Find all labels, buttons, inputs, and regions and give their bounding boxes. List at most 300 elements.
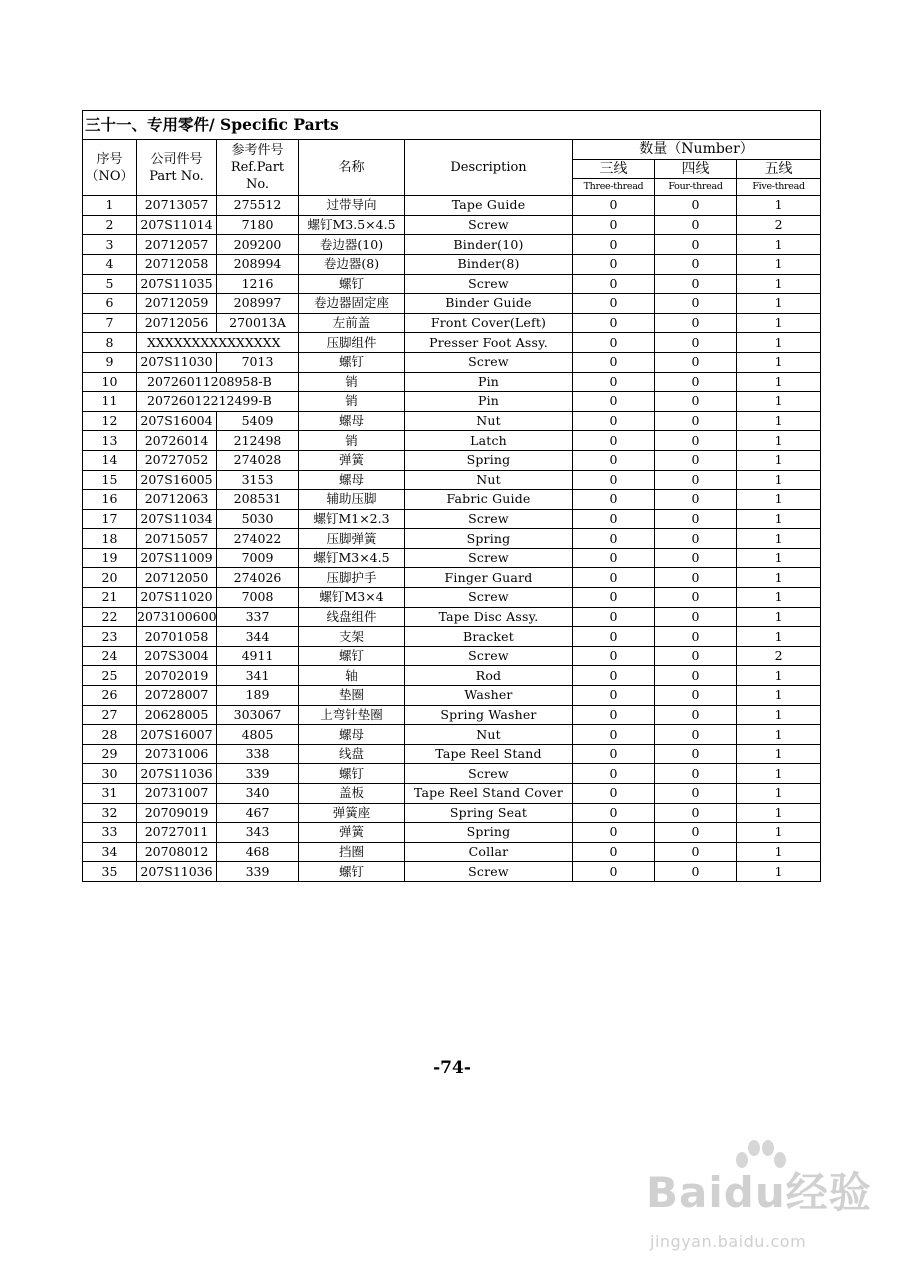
cell-no: 16 xyxy=(83,490,137,510)
cell-name: 螺钉M3×4 xyxy=(299,588,405,608)
cell-description: Binder(8) xyxy=(405,254,573,274)
cell-description: Latch xyxy=(405,431,573,451)
cell-ref-part: 344 xyxy=(217,627,299,647)
cell-no: 18 xyxy=(83,529,137,549)
cell-qty-four: 0 xyxy=(655,333,737,353)
cell-no: 1 xyxy=(83,196,137,216)
header-five-cn: 五线 xyxy=(737,159,821,179)
cell-description: Tape Disc Assy. xyxy=(405,607,573,627)
cell-description: Tape Guide xyxy=(405,196,573,216)
cell-no: 5 xyxy=(83,274,137,294)
cell-description: Finger Guard xyxy=(405,568,573,588)
cell-qty-three: 0 xyxy=(573,568,655,588)
cell-qty-five: 1 xyxy=(737,470,821,490)
cell-qty-five: 1 xyxy=(737,274,821,294)
cell-no: 35 xyxy=(83,862,137,882)
cell-qty-five: 1 xyxy=(737,196,821,216)
cell-ref-part: 274028 xyxy=(217,450,299,470)
table-row xyxy=(83,803,821,823)
cell-qty-five: 1 xyxy=(737,392,821,412)
cell-qty-four: 0 xyxy=(655,705,737,725)
cell-qty-four: 0 xyxy=(655,823,737,843)
cell-part-no: 207S11020 xyxy=(137,588,217,608)
cell-description: Binder(10) xyxy=(405,235,573,255)
cell-qty-four: 0 xyxy=(655,215,737,235)
cell-ref-part: 339 xyxy=(217,862,299,882)
cell-qty-three: 0 xyxy=(573,529,655,549)
watermark-logo: Baidu经验 xyxy=(646,1168,872,1217)
cell-qty-three: 0 xyxy=(573,450,655,470)
cell-name: 卷边器(8) xyxy=(299,254,405,274)
cell-qty-five: 1 xyxy=(737,784,821,804)
cell-name: 垫圈 xyxy=(299,686,405,706)
cell-no: 11 xyxy=(83,392,137,412)
cell-qty-five: 1 xyxy=(737,666,821,686)
cell-part-no: 20712050 xyxy=(137,568,217,588)
cell-name: 轴 xyxy=(299,666,405,686)
cell-part-no: 20702019 xyxy=(137,666,217,686)
cell-name: 螺钉 xyxy=(299,352,405,372)
table-row xyxy=(83,509,821,529)
cell-part-no: 20712056 xyxy=(137,313,217,333)
section-title: 三十一、专用零件/ Specific Parts xyxy=(83,111,821,140)
cell-ref-part: 337 xyxy=(217,607,299,627)
cell-no: 3 xyxy=(83,235,137,255)
cell-description: Presser Foot Assy. xyxy=(405,333,573,353)
cell-description: Pin xyxy=(405,392,573,412)
cell-part-no: 20726014 xyxy=(137,431,217,451)
cell-ref-part: 341 xyxy=(217,666,299,686)
cell-qty-three: 0 xyxy=(573,235,655,255)
cell-qty-five: 1 xyxy=(737,803,821,823)
header-part-cn: 公司件号 xyxy=(150,151,203,167)
cell-qty-four: 0 xyxy=(655,725,737,745)
cell-name: 螺钉 xyxy=(299,862,405,882)
table-row xyxy=(83,744,821,764)
cell-name: 销 xyxy=(299,372,405,392)
cell-no: 4 xyxy=(83,254,137,274)
cell-description: Bracket xyxy=(405,627,573,647)
cell-qty-four: 0 xyxy=(655,803,737,823)
table-row xyxy=(83,823,821,843)
cell-part-no: 207S11014 xyxy=(137,215,217,235)
header-three-cn: 三线 xyxy=(573,159,655,179)
cell-qty-five: 1 xyxy=(737,823,821,843)
cell-part-no: 20727052 xyxy=(137,450,217,470)
cell-description: Screw xyxy=(405,274,573,294)
cell-name: 压脚弹簧 xyxy=(299,529,405,549)
cell-ref-part: 7008 xyxy=(217,588,299,608)
cell-qty-five: 1 xyxy=(737,333,821,353)
cell-part-no: 207S3004 xyxy=(137,646,217,666)
table-row xyxy=(83,372,821,392)
header-seq-cn: 序号 xyxy=(96,151,123,167)
cell-ref-part: 5409 xyxy=(217,411,299,431)
cell-part-no: 207S11030 xyxy=(137,352,217,372)
cell-name: 线盘组件 xyxy=(299,607,405,627)
table-row xyxy=(83,862,821,882)
cell-part-no: 207S16005 xyxy=(137,470,217,490)
cell-no: 25 xyxy=(83,666,137,686)
cell-part-no: 20709019 xyxy=(137,803,217,823)
cell-name: 卷边器固定座 xyxy=(299,294,405,314)
cell-ref-part: 467 xyxy=(217,803,299,823)
table-row xyxy=(83,705,821,725)
cell-name: 弹簧 xyxy=(299,823,405,843)
cell-no: 2 xyxy=(83,215,137,235)
table-row xyxy=(83,607,821,627)
header-three-en: Three-thread xyxy=(573,179,655,196)
cell-ref-part: 5030 xyxy=(217,509,299,529)
cell-part-no: 20628005 xyxy=(137,705,217,725)
cell-name: 螺母 xyxy=(299,470,405,490)
cell-no: 6 xyxy=(83,294,137,314)
table-row xyxy=(83,588,821,608)
cell-no: 27 xyxy=(83,705,137,725)
table-row xyxy=(83,411,821,431)
cell-qty-three: 0 xyxy=(573,392,655,412)
cell-qty-five: 1 xyxy=(737,725,821,745)
cell-description: Screw xyxy=(405,588,573,608)
cell-qty-four: 0 xyxy=(655,764,737,784)
table-row xyxy=(83,666,821,686)
cell-ref-part: 208994 xyxy=(217,254,299,274)
cell-qty-four: 0 xyxy=(655,784,737,804)
cell-part-no: XXXXXXXXXXXXXXX xyxy=(137,333,299,353)
cell-name: 螺钉 xyxy=(299,764,405,784)
table-row xyxy=(83,725,821,745)
cell-qty-four: 0 xyxy=(655,470,737,490)
cell-qty-five: 1 xyxy=(737,352,821,372)
cell-qty-three: 0 xyxy=(573,215,655,235)
cell-name: 销 xyxy=(299,392,405,412)
cell-qty-three: 0 xyxy=(573,744,655,764)
cell-qty-four: 0 xyxy=(655,392,737,412)
cell-no: 19 xyxy=(83,548,137,568)
cell-part-no: 20715057 xyxy=(137,529,217,549)
table-row xyxy=(83,392,821,412)
cell-qty-three: 0 xyxy=(573,254,655,274)
cell-part-no: 20727011 xyxy=(137,823,217,843)
cell-qty-four: 0 xyxy=(655,548,737,568)
cell-no: 26 xyxy=(83,686,137,706)
cell-ref-part: 212498 xyxy=(217,431,299,451)
baidu-watermark xyxy=(640,1140,890,1270)
cell-description: Spring xyxy=(405,529,573,549)
cell-ref-part: 468 xyxy=(217,842,299,862)
cell-qty-three: 0 xyxy=(573,431,655,451)
cell-description: Tape Reel Stand Cover xyxy=(405,784,573,804)
cell-part-no: 20701058 xyxy=(137,627,217,647)
cell-description: Screw xyxy=(405,764,573,784)
cell-part-no: 20708012 xyxy=(137,842,217,862)
table-row xyxy=(83,333,821,353)
header-seq-en: （NO） xyxy=(85,168,134,184)
cell-qty-four: 0 xyxy=(655,431,737,451)
cell-name: 卷边器(10) xyxy=(299,235,405,255)
cell-ref-part: 274022 xyxy=(217,529,299,549)
cell-description: Binder Guide xyxy=(405,294,573,314)
cell-qty-three: 0 xyxy=(573,274,655,294)
cell-description: Pin xyxy=(405,372,573,392)
cell-description: Screw xyxy=(405,215,573,235)
table-row xyxy=(83,529,821,549)
cell-qty-five: 1 xyxy=(737,294,821,314)
header-ref-cn: 参考件号 xyxy=(231,143,284,159)
table-row xyxy=(83,548,821,568)
cell-qty-three: 0 xyxy=(573,862,655,882)
cell-qty-three: 0 xyxy=(573,646,655,666)
cell-qty-five: 1 xyxy=(737,509,821,529)
cell-description: Washer xyxy=(405,686,573,706)
cell-qty-four: 0 xyxy=(655,686,737,706)
cell-ref-part: 339 xyxy=(217,764,299,784)
header-four-cn: 四线 xyxy=(655,159,737,179)
table-row xyxy=(83,646,821,666)
cell-qty-three: 0 xyxy=(573,352,655,372)
cell-no: 29 xyxy=(83,744,137,764)
cell-qty-five: 1 xyxy=(737,764,821,784)
cell-description: Screw xyxy=(405,352,573,372)
cell-qty-three: 0 xyxy=(573,725,655,745)
cell-no: 15 xyxy=(83,470,137,490)
cell-name: 螺钉M1×2.3 xyxy=(299,509,405,529)
cell-description: Spring xyxy=(405,450,573,470)
cell-qty-three: 0 xyxy=(573,470,655,490)
cell-qty-four: 0 xyxy=(655,235,737,255)
cell-ref-part: 7180 xyxy=(217,215,299,235)
header-ref-part xyxy=(217,140,299,196)
cell-part-no: 207S11009 xyxy=(137,548,217,568)
header-part-no xyxy=(137,140,217,196)
table-row xyxy=(83,215,821,235)
cell-no: 8 xyxy=(83,333,137,353)
cell-qty-four: 0 xyxy=(655,666,737,686)
page-number: -74- xyxy=(433,1058,471,1078)
parts-table xyxy=(82,110,821,882)
cell-description: Screw xyxy=(405,548,573,568)
table-head xyxy=(83,111,821,196)
table-row xyxy=(83,627,821,647)
cell-qty-four: 0 xyxy=(655,842,737,862)
cell-ref-part: 303067 xyxy=(217,705,299,725)
cell-qty-four: 0 xyxy=(655,490,737,510)
cell-qty-five: 1 xyxy=(737,862,821,882)
cell-name: 压脚护手 xyxy=(299,568,405,588)
cell-qty-five: 1 xyxy=(737,411,821,431)
cell-qty-three: 0 xyxy=(573,764,655,784)
cell-qty-four: 0 xyxy=(655,627,737,647)
cell-description: Fabric Guide xyxy=(405,490,573,510)
cell-ref-part: 208531 xyxy=(217,490,299,510)
cell-qty-three: 0 xyxy=(573,705,655,725)
cell-qty-three: 0 xyxy=(573,411,655,431)
cell-qty-three: 0 xyxy=(573,548,655,568)
cell-part-no: 20712063 xyxy=(137,490,217,510)
cell-name: 螺母 xyxy=(299,725,405,745)
header-four-en: Four-thread xyxy=(655,179,737,196)
header-name: 名称 xyxy=(299,140,405,196)
cell-part-no: 20726011208958-B xyxy=(137,372,299,392)
cell-qty-three: 0 xyxy=(573,196,655,216)
cell-ref-part: 7009 xyxy=(217,548,299,568)
cell-qty-four: 0 xyxy=(655,196,737,216)
cell-qty-four: 0 xyxy=(655,254,737,274)
cell-qty-four: 0 xyxy=(655,294,737,314)
cell-name: 挡圈 xyxy=(299,842,405,862)
cell-qty-three: 0 xyxy=(573,666,655,686)
cell-name: 螺钉 xyxy=(299,646,405,666)
cell-ref-part: 3153 xyxy=(217,470,299,490)
cell-qty-five: 1 xyxy=(737,235,821,255)
cell-part-no: 20712057 xyxy=(137,235,217,255)
cell-ref-part: 4805 xyxy=(217,725,299,745)
cell-ref-part: 340 xyxy=(217,784,299,804)
table-row xyxy=(83,196,821,216)
title-row xyxy=(83,111,821,140)
cell-description: Spring xyxy=(405,823,573,843)
cell-part-no: 20731007 xyxy=(137,784,217,804)
cell-part-no: 20726012212499-B xyxy=(137,392,299,412)
cell-no: 30 xyxy=(83,764,137,784)
cell-part-no: 207S16007 xyxy=(137,725,217,745)
cell-qty-four: 0 xyxy=(655,529,737,549)
cell-no: 22 xyxy=(83,607,137,627)
cell-ref-part: 189 xyxy=(217,686,299,706)
cell-part-no: 20712059 xyxy=(137,294,217,314)
cell-no: 24 xyxy=(83,646,137,666)
cell-qty-five: 1 xyxy=(737,490,821,510)
cell-ref-part: 338 xyxy=(217,744,299,764)
cell-name: 弹簧 xyxy=(299,450,405,470)
header-ref-en1: Ref.Part xyxy=(230,160,285,176)
cell-part-no: 207S11036 xyxy=(137,862,217,882)
cell-qty-five: 1 xyxy=(737,313,821,333)
cell-part-no: 207S11035 xyxy=(137,274,217,294)
table-body xyxy=(83,196,821,882)
cell-name: 螺母 xyxy=(299,411,405,431)
table-row xyxy=(83,764,821,784)
cell-part-no: 20728007 xyxy=(137,686,217,706)
cell-qty-five: 1 xyxy=(737,744,821,764)
cell-qty-three: 0 xyxy=(573,372,655,392)
cell-description: Tape Reel Stand xyxy=(405,744,573,764)
cell-qty-five: 1 xyxy=(737,254,821,274)
cell-qty-three: 0 xyxy=(573,509,655,529)
table-row xyxy=(83,313,821,333)
cell-description: Nut xyxy=(405,725,573,745)
cell-qty-three: 0 xyxy=(573,588,655,608)
cell-qty-four: 0 xyxy=(655,274,737,294)
cell-name: 压脚组件 xyxy=(299,333,405,353)
cell-description: Spring Washer xyxy=(405,705,573,725)
cell-ref-part: 1216 xyxy=(217,274,299,294)
cell-qty-five: 1 xyxy=(737,686,821,706)
header-quantity: 数量（Number） xyxy=(573,140,821,160)
cell-part-no: 20712058 xyxy=(137,254,217,274)
header-ref-en2: No. xyxy=(245,177,270,193)
cell-qty-five: 1 xyxy=(737,588,821,608)
cell-qty-three: 0 xyxy=(573,607,655,627)
cell-no: 28 xyxy=(83,725,137,745)
header-five-en: Five-thread xyxy=(737,179,821,196)
cell-qty-three: 0 xyxy=(573,313,655,333)
cell-description: Collar xyxy=(405,842,573,862)
header-part-en: Part No. xyxy=(149,168,204,184)
cell-qty-four: 0 xyxy=(655,509,737,529)
cell-qty-three: 0 xyxy=(573,842,655,862)
cell-name: 辅助压脚 xyxy=(299,490,405,510)
cell-qty-three: 0 xyxy=(573,784,655,804)
cell-part-no: 2073100600 xyxy=(137,607,217,627)
cell-qty-five: 1 xyxy=(737,431,821,451)
table-row xyxy=(83,235,821,255)
cell-qty-four: 0 xyxy=(655,352,737,372)
cell-ref-part: 270013A xyxy=(217,313,299,333)
cell-ref-part: 343 xyxy=(217,823,299,843)
table-row xyxy=(83,470,821,490)
cell-ref-part: 275512 xyxy=(217,196,299,216)
cell-no: 9 xyxy=(83,352,137,372)
cell-description: Spring Seat xyxy=(405,803,573,823)
cell-qty-four: 0 xyxy=(655,607,737,627)
cell-description: Nut xyxy=(405,470,573,490)
cell-ref-part: 208997 xyxy=(217,294,299,314)
cell-qty-five: 1 xyxy=(737,705,821,725)
watermark-url: jingyan.baidu.com xyxy=(650,1232,807,1251)
cell-qty-three: 0 xyxy=(573,803,655,823)
cell-qty-three: 0 xyxy=(573,627,655,647)
cell-no: 10 xyxy=(83,372,137,392)
cell-name: 上弯针垫圈 xyxy=(299,705,405,725)
cell-qty-five: 1 xyxy=(737,529,821,549)
cell-qty-five: 1 xyxy=(737,372,821,392)
cell-qty-three: 0 xyxy=(573,823,655,843)
cell-qty-four: 0 xyxy=(655,568,737,588)
cell-name: 销 xyxy=(299,431,405,451)
cell-qty-four: 0 xyxy=(655,646,737,666)
table-row xyxy=(83,254,821,274)
cell-part-no: 207S11034 xyxy=(137,509,217,529)
cell-ref-part: 209200 xyxy=(217,235,299,255)
cell-ref-part: 7013 xyxy=(217,352,299,372)
table-row xyxy=(83,784,821,804)
cell-description: Screw xyxy=(405,509,573,529)
cell-no: 20 xyxy=(83,568,137,588)
table-row xyxy=(83,490,821,510)
cell-description: Front Cover(Left) xyxy=(405,313,573,333)
table-row xyxy=(83,568,821,588)
cell-qty-five: 1 xyxy=(737,568,821,588)
cell-ref-part: 4911 xyxy=(217,646,299,666)
table-row xyxy=(83,431,821,451)
cell-ref-part: 274026 xyxy=(217,568,299,588)
cell-part-no: 207S11036 xyxy=(137,764,217,784)
cell-no: 13 xyxy=(83,431,137,451)
cell-name: 左前盖 xyxy=(299,313,405,333)
table-row xyxy=(83,352,821,372)
cell-name: 过带导向 xyxy=(299,196,405,216)
cell-description: Screw xyxy=(405,862,573,882)
table-row xyxy=(83,686,821,706)
table-row xyxy=(83,450,821,470)
cell-name: 支架 xyxy=(299,627,405,647)
header-seq xyxy=(83,140,137,196)
cell-name: 线盘 xyxy=(299,744,405,764)
cell-no: 32 xyxy=(83,803,137,823)
cell-qty-three: 0 xyxy=(573,490,655,510)
cell-qty-three: 0 xyxy=(573,333,655,353)
